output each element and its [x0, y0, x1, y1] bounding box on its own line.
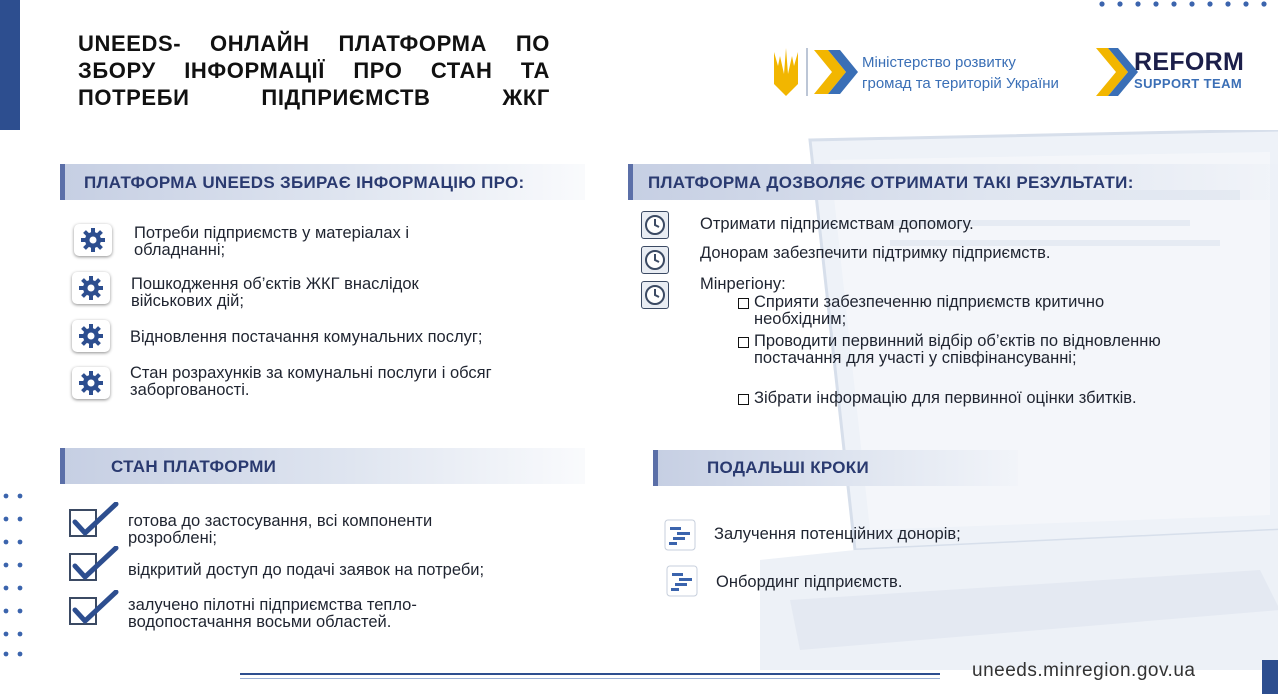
- results-item: Мінрегіону:: [700, 275, 786, 293]
- status-item: відкритий доступ до подачі заявок на потреби;: [128, 561, 485, 579]
- results-item: Донорам забезпечити підтримку підприємств.: [700, 244, 1051, 262]
- next-item: Онбординг підприємств.: [716, 573, 903, 591]
- status-item: залучено пілотні підприємства тепло-водопостачання восьми областей.: [128, 596, 417, 631]
- collects-item: Потреби підприємств у матеріалах і обладнанні;: [134, 224, 409, 259]
- status-item: готова до застосування, всі компоненти розроблені;: [128, 512, 433, 547]
- results-item: Отримати підприємствам допомогу.: [700, 215, 974, 233]
- ministry-chevron-icon: [814, 50, 858, 94]
- collects-heading-band: [60, 164, 585, 200]
- ministry-name: [862, 52, 1092, 94]
- gear-icon: [74, 224, 112, 256]
- checkmark-icon: [68, 502, 120, 540]
- gear-icon: [72, 272, 110, 304]
- status-heading-band: [60, 448, 585, 484]
- footer-divider: [240, 673, 940, 675]
- left-accent-bar: [0, 0, 20, 130]
- results-subitem: [738, 294, 1198, 328]
- trident-icon: [774, 48, 798, 96]
- ministry-name-line1: Міністерство розвитку: [862, 54, 1016, 71]
- decorative-dots-top: [1098, 0, 1278, 8]
- results-heading: ПЛАТФОРМА ДОЗВОЛЯЄ ОТРИМАТИ ТАКІ РЕЗУЛЬТАТИ:: [648, 173, 1134, 192]
- checkbox-square-icon: [738, 394, 749, 405]
- status-heading: СТАН ПЛАТФОРМИ: [111, 457, 277, 476]
- collects-item: Стан розрахунків за комунальні послуги і обсяг заборгованості.: [130, 364, 492, 399]
- results-subitem-text: Сприяти забезпеченню підприємств критично необхідним;: [754, 293, 1105, 328]
- results-subitem-text: Зібрати інформацію для первинної оцінки збитків.: [754, 389, 1137, 407]
- checkmark-icon: [68, 546, 120, 584]
- rst-support-text: SUPPORT TEAM: [1134, 76, 1243, 91]
- checkbox-square-icon: [738, 337, 749, 348]
- clock-icon: [641, 211, 669, 239]
- collects-item: Пошкодження об’єктів ЖКГ внаслідок військових дій;: [131, 275, 419, 310]
- footer-url-link[interactable]: uneeds.minregion.gov.ua: [972, 660, 1196, 681]
- footer-divider-thin: [240, 678, 940, 679]
- collects-item: Відновлення постачання комунальних послуг;: [130, 328, 483, 346]
- clock-icon: [641, 281, 669, 309]
- list-steps-icon: [664, 519, 696, 551]
- results-subitem: [738, 333, 1198, 367]
- ministry-name-line2: громад та територій України: [862, 75, 1059, 92]
- results-subitem-text: Проводити первинний відбір об’єктів по відновленню постачання для участі у співфінансуванні;: [754, 332, 1161, 367]
- next-heading: ПОДАЛЬШІ КРОКИ: [707, 458, 869, 477]
- page-title: UNEEDS- ОНЛАЙН ПЛАТФОРМА ПО ЗБОРУ ІНФОРМАЦІЇ ПРО СТАН ТА ПОТРЕБИ ПІДПРИЄМСТВ ЖКГ: [78, 31, 550, 110]
- checkbox-square-icon: [738, 298, 749, 309]
- gear-icon: [72, 367, 110, 399]
- next-item: Залучення потенційних донорів;: [714, 525, 961, 543]
- clock-icon: [641, 246, 669, 274]
- checkmark-icon: [68, 590, 120, 628]
- rst-chevron-icon: [1096, 48, 1138, 96]
- next-heading-band: [653, 450, 1018, 486]
- gear-icon: [72, 320, 110, 352]
- results-subitem: [738, 390, 1238, 407]
- list-steps-icon: [666, 565, 698, 597]
- decorative-dots-left: [0, 490, 30, 660]
- corner-accent-bar: [1262, 660, 1278, 694]
- results-heading-band: [628, 164, 1278, 200]
- collects-heading: ПЛАТФОРМА UNEEDS ЗБИРАЄ ІНФОРМАЦІЮ ПРО:: [84, 173, 525, 192]
- rst-reform-text: REFORM: [1134, 48, 1245, 76]
